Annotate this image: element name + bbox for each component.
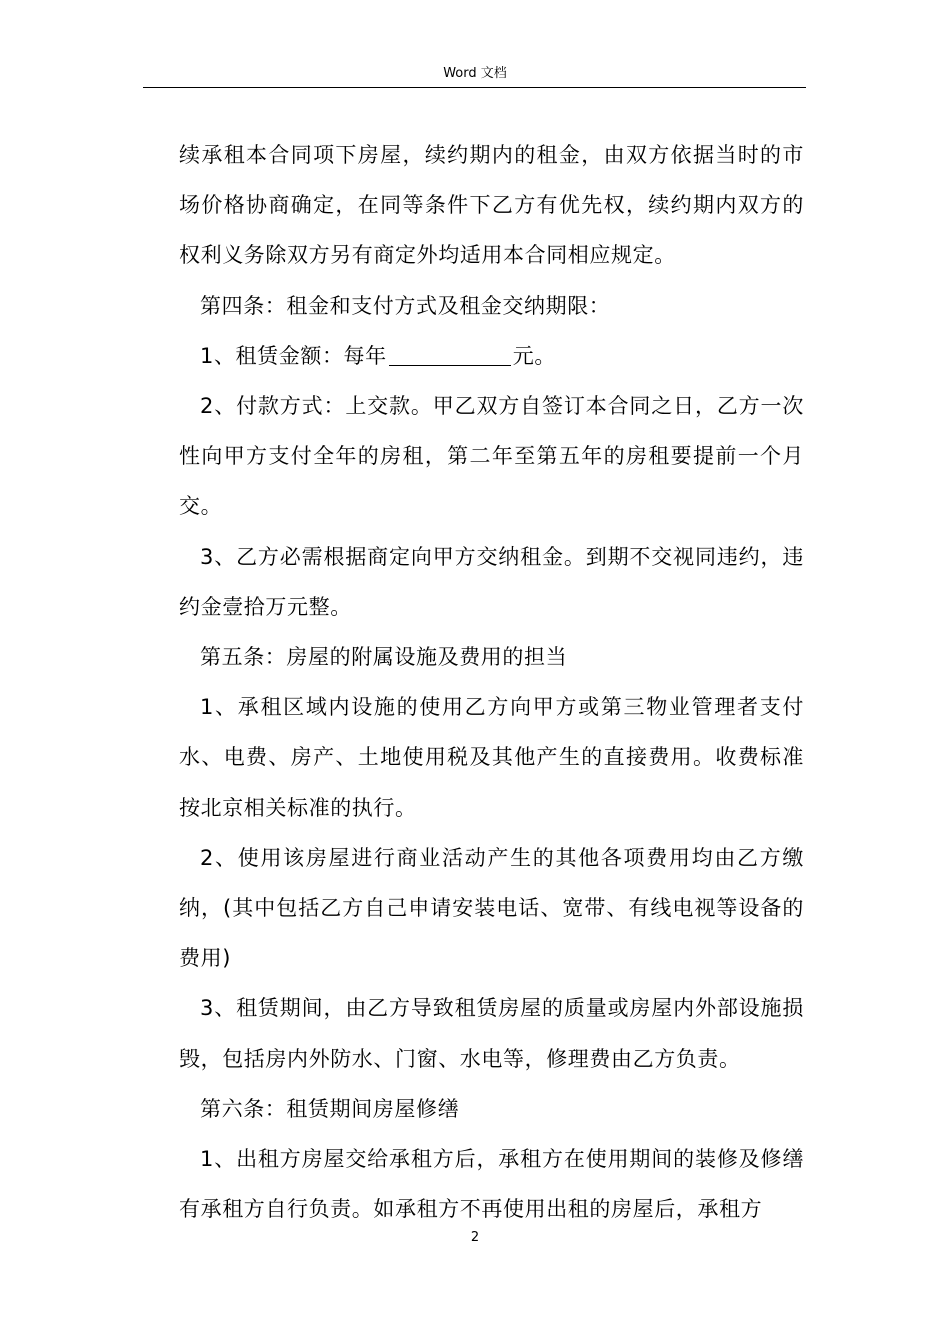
- article-6-heading: 第六条：租赁期间房屋修缮: [200, 1096, 460, 1121]
- renovation-clause: 1、出租方房屋交给承租方后，承租方在使用期间的装修及修缮有承租方自行负责。如承租方不再使用出租的房屋后，承租方: [179, 1147, 804, 1222]
- rent-amount-blank: [389, 345, 511, 366]
- page-header: Word 文档: [443, 66, 507, 81]
- business-fee-clause: 2、使用该房屋进行商业活动产生的其他各项费用均由乙方缴纳，(其中包括乙方自己申请安装电话、宽带、有线电视等设备的费用): [179, 845, 804, 971]
- rent-payment-clause: 3、乙方必需根据商定向甲方交纳租金。到期不交视同违约，违约金壹拾万元整。: [179, 544, 804, 619]
- header-divider: [143, 87, 806, 88]
- article-4-heading: 第四条：租金和支付方式及租金交纳期限：: [200, 293, 611, 318]
- facility-fee-clause: 1、承租区域内设施的使用乙方向甲方或第三物业管理者支付水、电费、房产、土地使用税及其他产生的直接费用。收费标准按北京相关标准的执行。: [179, 695, 804, 820]
- payment-method-clause: 2、付款方式：上交款。甲乙双方自签订本合同之日，乙方一次性向甲方支付全年的房租，第二年至第五年的房租要提前一个月交。: [179, 394, 804, 519]
- page-number: 2: [470, 1230, 480, 1245]
- article-5-heading: 第五条：房屋的附属设施及费用的担当: [200, 645, 568, 670]
- rent-amount-unit: 元。: [512, 343, 556, 368]
- rent-amount-label: 1、租赁金额：每年: [200, 343, 387, 368]
- damage-repair-clause: 3、租赁期间，由乙方导致租赁房屋的质量或房屋内外部设施损毁，包括房内外防水、门窗、水电等，修理费由乙方负责。: [179, 996, 804, 1071]
- paragraph-continuation: 续承租本合同项下房屋，续约期内的租金，由双方依据当时的市场价格协商确定，在同等条件下乙方有优先权，续约期内双方的权利义务除双方另有商定外均适用本合同相应规定。: [179, 143, 804, 268]
- rent-amount-clause: [179, 331, 804, 381]
- document-body: [179, 130, 804, 1234]
